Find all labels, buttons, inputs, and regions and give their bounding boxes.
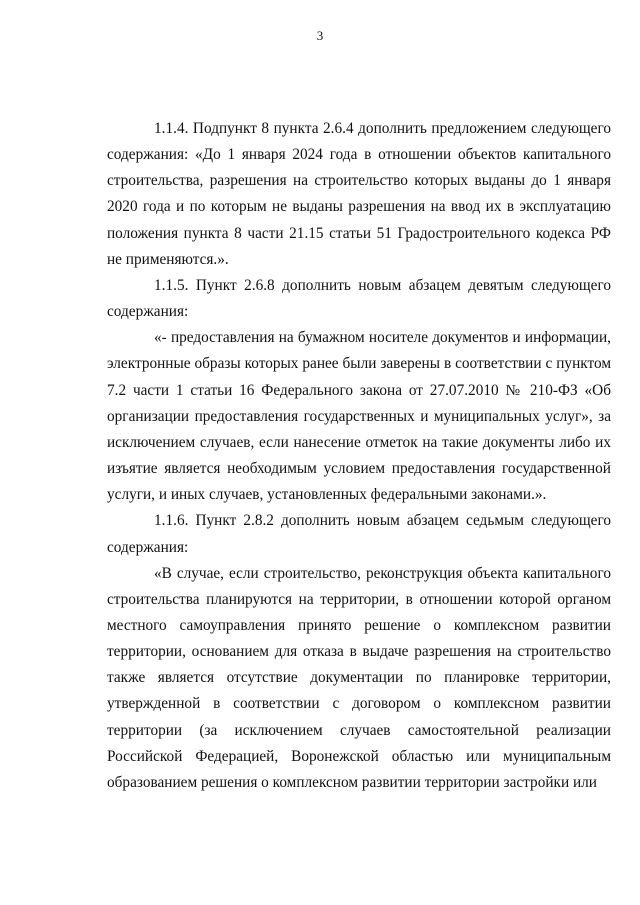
paragraph-1-1-4: 1.1.4. Подпункт 8 пункта 2.6.4 дополнить предложением следующего содержания: «До 1 января 2024 года в отношении объектов капитального строительства, разрешения на строительство которых выданы до 1 января 2020 года и по которым не выданы разрешения на ввод их в эксплуатацию положения пункта 8 части 21.15 статьи 51 Градостроительного кодекса РФ не применяются.». — [107, 120, 611, 268]
page-number: 3 — [316, 28, 324, 43]
document-body — [107, 116, 611, 796]
paragraph-quote-1-1-6: «В случае, если строительство, реконструкция объекта капитального строительства планируются на территории, в отношении которой органом местного самоуправления принято решение о комплексном развитии территории, основанием для отказа в выдаче разрешения на строительство также является отсутствие документации по планировке территории, утвержденной в соответствии с договором о комплексном развитии территории (за исключением случаев самостоятельной реализации Российской Федерацией, Воронежской областью или муниципальным образованием решения о комплексном развитии территории застройки или — [107, 564, 611, 791]
paragraph-quote-1-1-5: «- предоставления на бумажном носителе документов и информации, электронные образы которых ранее были заверены в соответствии с пунктом 7.2 части 1 статьи 16 Федерального закона от 27.07.2010 № 210-ФЗ «Об организации предоставления государственных и муниципальных услуг», за исключением случаев, если нанесение отметок на такие документы либо их изъятие является необходимым условием предоставления государственной услуги, и иных случаев, установленных федеральными законами.». — [107, 329, 611, 504]
paragraph-1-1-5: 1.1.5. Пункт 2.6.8 дополнить новым абзацем девятым следующего содержания: — [107, 276, 611, 321]
paragraph-1-1-6: 1.1.6. Пункт 2.8.2 дополнить новым абзацем седьмым следующего содержания: — [107, 512, 611, 556]
